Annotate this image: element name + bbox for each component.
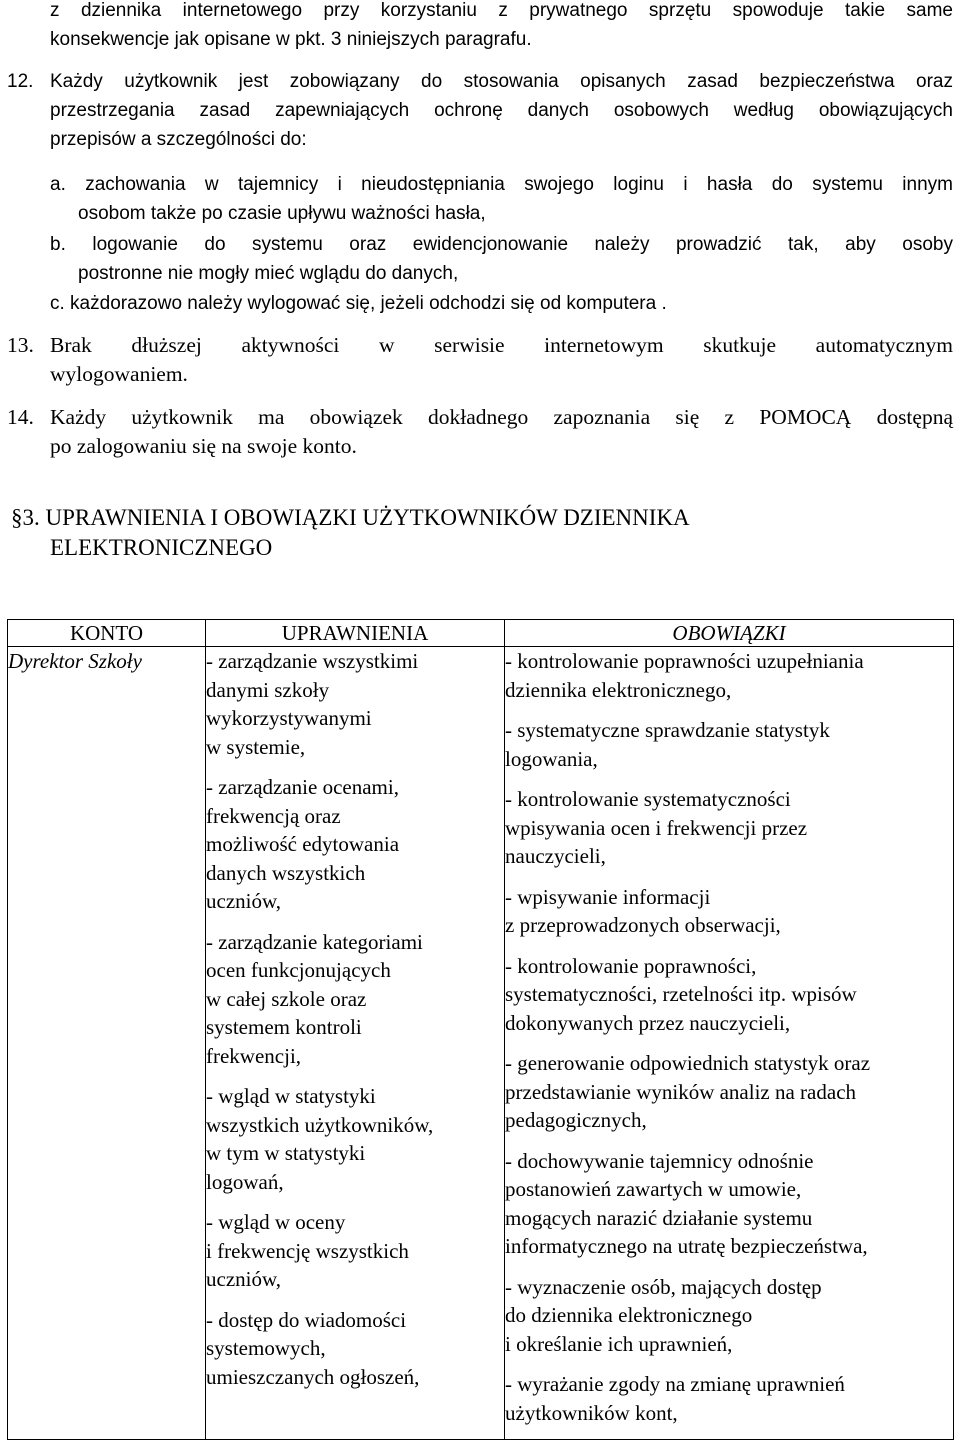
rights-item [206,773,504,916]
duties-item-line: - wyrażanie zgody na zmianę uprawnień [505,1372,845,1396]
rights-item-line: w tym w statystyki [206,1141,366,1165]
rights-item-line: - zarządzanie wszystkimi [206,649,419,673]
paragraph-12-line-2: przestrzegania zasad zapewniających ochronę danych osobowych według obowiązujących [50,100,953,121]
duties-item-line: użytkowników kont, [505,1400,678,1425]
paragraph-14-line-2: po zalogowaniu się na swoje konto. [50,434,357,458]
duties-item-line: dziennika elektronicznego, [505,677,732,702]
rights-item-line: - wgląd w oceny [206,1210,346,1234]
rights-item-line: frekwencji, [206,1043,302,1068]
duties-item-line: - kontrolowanie poprawności uzupełniania [505,649,864,673]
duties-item-line: - systematyczne sprawdzanie statystyk [505,718,830,742]
duties-item-line: - wpisywanie informacji [505,884,711,909]
paragraph-12-line-1: Każdy użytkownik jest zobowiązany do stosowania opisanych zasad bezpieczeństwa oraz [50,71,953,92]
duties-item-line: do dziennika elektronicznego [505,1303,753,1327]
column-header-rights: UPRAWNIENIA [206,620,505,647]
duties-item [505,785,953,871]
paragraph-14-number: 14. [7,405,34,429]
rights-item-line: uczniów, [206,889,282,913]
rights-item-line: - zarządzanie ocenami, [206,775,399,799]
paragraph-13-number: 13. [7,333,34,357]
rights-item [206,1082,504,1196]
duties-item-line: postanowień zawartych w umowie, [505,1177,802,1201]
table-row [8,647,954,1440]
rights-item-line: - wgląd w statystyki [206,1084,376,1108]
duties-item [505,716,953,773]
section-heading-line-1: §3. UPRAWNIENIA I OBOWIĄZKI UŻYTKOWNIKÓW DZIENNIKA [11,505,690,530]
item-b-line-1: b. logowanie do systemu oraz ewidencjonowanie należy prowadzić tak, aby osoby [50,234,953,255]
paragraph-14-line-1: Każdy użytkownik ma obowiązek dokładnego zapoznania się z POMOCĄ dostępną [50,405,953,429]
item-c-line-1: c. każdorazowo należy wylogować się, jeżeli odchodzi się od komputera . [50,293,667,314]
duties-item-line: dokonywanych przez nauczycieli, [505,1010,791,1035]
rights-item [206,928,504,1071]
duties-item-line: przedstawianie wyników analiz na radach [505,1079,857,1104]
rights-item-line: danych wszystkich [206,860,366,885]
role-cell: Dyrektor Szkoły [8,647,206,1440]
duties-item-line: pedagogicznych, [505,1108,647,1132]
duties-item-line: mogących narazić działanie systemu [505,1205,813,1230]
rights-item-line: - dostęp do wiadomości [206,1307,407,1332]
paragraph-13-line-1: Brak dłuższej aktywności w serwisie internetowym skutkuje automatycznym [50,333,953,357]
section-heading-line-2: ELEKTRONICZNEGO [50,535,273,560]
item-b-line-2: postronne nie mogły mieć wglądu do danych, [78,263,459,284]
duties-item-line: wpisywania ocen i frekwencji przez [505,815,808,840]
paragraph-12-line-3: przepisów a szczególności do: [50,129,307,150]
duties-item-line: i określanie ich uprawnień, [505,1331,733,1356]
duties-item [505,1147,953,1261]
paragraph-13-line-2: wylogowaniem. [50,362,188,386]
rights-item-line: w systemie, [206,734,306,759]
column-header-duties: OBOWIĄZKI [505,620,954,647]
rights-item-line: w całej szkole oraz [206,986,367,1011]
rights-item-line: frekwencją oraz [206,803,341,828]
rights-item [206,1208,504,1294]
duties-item [505,952,953,1038]
rights-item-line: wszystkich użytkowników, [206,1112,434,1137]
rights-item-line: i frekwencję wszystkich [206,1238,409,1263]
rights-item-line: umieszczanych ogłoszeń, [206,1364,420,1389]
duties-item [505,1049,953,1135]
intro-line-2: konsekwencje jak opisane w pkt. 3 niniejszych paragrafu. [50,29,532,50]
rights-item-line: ocen funkcjonujących [206,958,391,982]
table-header-row [8,620,954,647]
rights-item-line: logowań, [206,1169,284,1194]
rights-item-line: możliwość edytowania [206,832,400,856]
duties-item [505,1273,953,1359]
rights-item-line: - zarządzanie kategoriami [206,929,423,954]
duties-item-line: - kontrolowanie poprawności, [505,953,757,978]
rights-item-line: uczniów, [206,1267,282,1291]
rights-item [206,1306,504,1392]
duties-item-line: informatycznego na utratę bezpieczeństwa, [505,1234,868,1258]
duties-cell [505,647,954,1440]
duties-item-line: z przeprowadzonych obserwacji, [505,913,781,937]
paragraph-12-number: 12. [7,71,34,92]
duties-item-line: - wyznaczenie osób, mających dostęp [505,1274,822,1299]
duties-item-line: logowania, [505,746,598,771]
rights-cell [206,647,505,1440]
duties-item [505,1370,953,1427]
duties-item [505,883,953,940]
rights-item-line: wykorzystywanymi [206,706,372,730]
rights-item-line: systemem kontroli [206,1015,362,1039]
column-header-account: KONTO [8,620,206,647]
duties-item [505,647,953,704]
duties-item-line: systematyczności, rzetelności itp. wpisów [505,982,857,1006]
item-a-line-1: a. zachowania w tajemnicy i nieudostępniania swojego loginu i hasła do systemu innym [50,174,953,195]
duties-item-line: - kontrolowanie systematyczności [505,787,791,811]
duties-item-line: nauczycieli, [505,844,606,868]
intro-line-1: z dziennika internetowego przy korzystaniu z prywatnego sprzętu spowoduje takie same [50,0,953,21]
rights-item-line: danymi szkoły [206,677,330,702]
duties-item-line: - generowanie odpowiednich statystyk oraz [505,1051,871,1075]
rights-item-line: systemowych, [206,1336,326,1360]
rights-item [206,647,504,761]
duties-item-line: - dochowywanie tajemnicy odnośnie [505,1148,814,1173]
item-a-line-2: osobom także po czasie upływu ważności hasła, [78,203,486,224]
permissions-table [7,619,954,1440]
